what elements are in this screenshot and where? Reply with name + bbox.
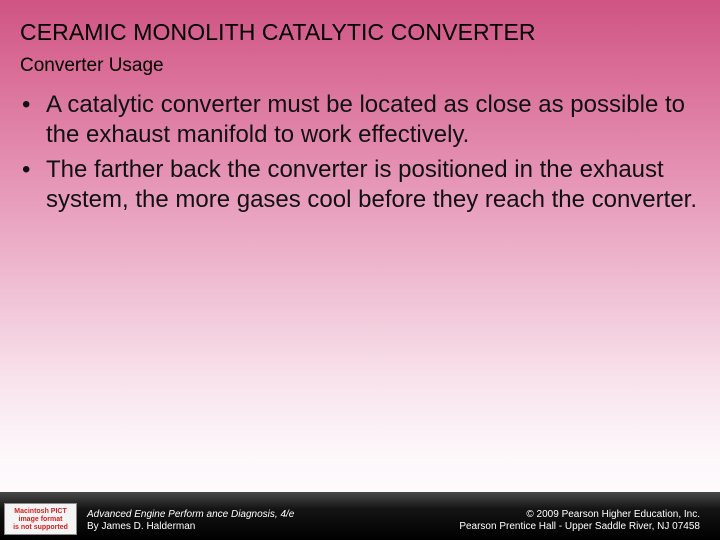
bullet-text: The farther back the converter is positioned in the exhaust system, the more gases cool before they reach the converter. [46,156,697,213]
logo-graphic [5,504,76,534]
slide-title: CERAMIC MONOLITH CATALYTIC CONVERTER [20,19,536,45]
slide-subtitle: Converter Usage [20,55,164,76]
svg-text:is not supported: is not supported [13,524,68,531]
footer-bar [0,492,720,540]
unsupported-image-placeholder-icon [4,503,77,535]
bullet-point-icon: • [22,156,31,183]
bullet-item [22,155,702,215]
book-author: By James D. Halderman [87,521,196,532]
svg-text:Macintosh PICT: Macintosh PICT [14,508,67,515]
book-title: Advanced Engine Perform ance Diagnosis, 4/e [87,509,295,520]
bullet-text: A catalytic converter must be located as close as possible to the exhaust manifold to work effectively. [46,91,685,148]
bullet-point-icon: • [22,91,31,118]
bullet-list [22,90,702,215]
publisher-text: Pearson Prentice Hall - Upper Saddle River, NJ 07458 [459,521,700,532]
svg-text:image format: image format [18,516,63,523]
bullet-item [22,90,702,150]
footer-copyright-info [459,509,700,533]
copyright-text: © 2009 Pearson Higher Education, Inc. [526,509,700,520]
footer-book-info [87,509,294,533]
